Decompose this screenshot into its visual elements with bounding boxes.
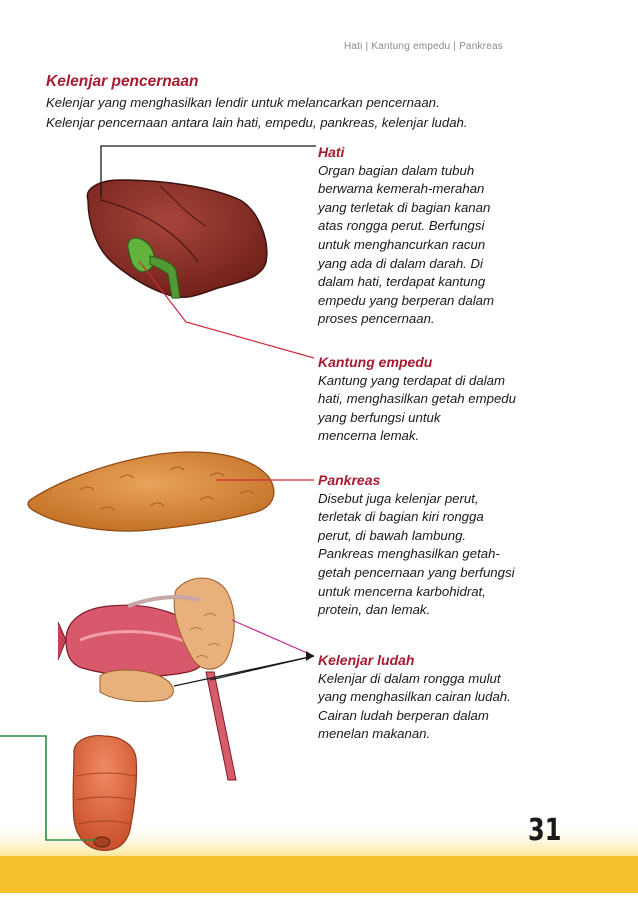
ludah-pointer-line-1 bbox=[232, 620, 314, 656]
organ-title-hati: Hati bbox=[318, 144, 345, 160]
organ-text-pankreas: Disebut juga kelenjar perut, terletak di bagian kiri rongga perut, di bawah lambung. Pankreas menghasilkan getah- getah pencernaan yang berfungsi untuk mencerna karbohidrat, protein, dan lemak. bbox=[318, 490, 515, 618]
footer-band-bottom bbox=[0, 893, 638, 903]
section-intro bbox=[46, 93, 468, 133]
liver-illustration bbox=[87, 180, 266, 298]
organ-text-kelenjar-ludah: Kelenjar di dalam rongga mulut yang menghasilkan cairan ludah. Cairan ludah berperan dalam menelan makanan. bbox=[318, 670, 511, 742]
pancreas-illustration bbox=[28, 452, 274, 531]
organ-block-kantung-empedu bbox=[318, 353, 588, 446]
organ-text-hati: Organ bagian dalam tubuh berwarna kemerah-merahan yang terletak di bagian kanan atas rongga perut. Berfungsi untuk menghancurkan racun yang ada di dalam darah. Di dalam hati, terdapat kantung empedu yang berperan dalam proses pencernaan. bbox=[318, 162, 494, 327]
organ-block-hati bbox=[318, 143, 588, 329]
intro-line-2: Kelenjar pencernaan antara lain hati, empedu, pankreas, kelenjar ludah. bbox=[46, 115, 468, 130]
intestine-illustration bbox=[73, 736, 136, 851]
organ-title-kantung-empedu: Kantung empedu bbox=[318, 354, 433, 370]
intro-line-1: Kelenjar yang menghasilkan lendir untuk melancarkan pencernaan. bbox=[46, 95, 440, 110]
page-number: 31 bbox=[528, 813, 562, 848]
organ-text-kantung-empedu: Kantung yang terdapat di dalam hati, menghasilkan getah empedu yang berfungsi untuk mencerna lemak. bbox=[318, 372, 516, 444]
running-header: Hati | Kantung empedu | Pankreas bbox=[344, 41, 503, 52]
organ-title-pankreas: Pankreas bbox=[318, 472, 381, 488]
organ-block-kelenjar-ludah bbox=[318, 651, 588, 744]
organ-title-kelenjar-ludah: Kelenjar ludah bbox=[318, 652, 415, 668]
section-title: Kelenjar pencernaan bbox=[46, 73, 199, 90]
organ-block-pankreas bbox=[318, 471, 588, 620]
ludah-arrow-head bbox=[306, 651, 314, 661]
